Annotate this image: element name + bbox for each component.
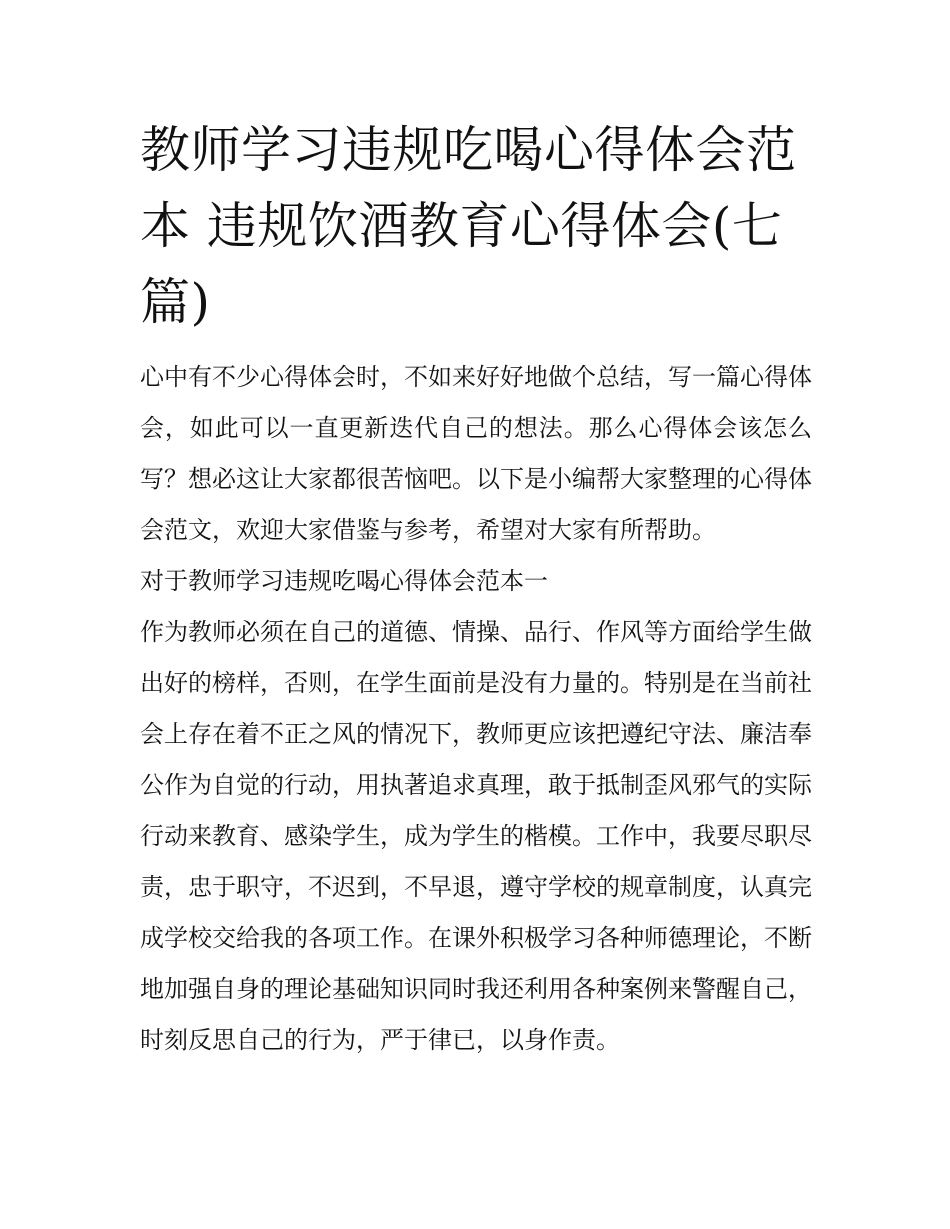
- body-paragraph: 作为教师必须在自己的道德、情操、品行、作风等方面给学生做出好的榜样，否则，在学生面前是没有力量的。特别是在当前社会上存在着不正之风的情况下，教师更应该把遵纪守法、廉洁奉公作为自觉的行动，用执著追求真理，敢于抵制歪风邪气的实际行动来教育、感染学生，成为学生的楷模。工作中，我要尽职尽责，忠于职守，不迟到，不早退，遵守学校的规章制度，认真完成学校交给我的各项工作。在课外积极学习各种师德理论，不断地加强自身的理论基础知识同时我还利用各种案例来警醒自己，时刻反思自己的行为，严于律已，以身作责。: [140, 618, 812, 1054]
- intro-paragraph: 心中有不少心得体会时，不如来好好地做个总结，写一篇心得体会，如此可以一直更新迭代自己的想法。那么心得体会该怎么写？想必这让大家都很苦恼吧。以下是小编帮大家整理的心得体会范文，欢迎大家借鉴与参考，希望对大家有所帮助。: [140, 363, 812, 544]
- document-body: [140, 352, 812, 1066]
- document-title: 教师学习违规吃喝心得体会范本 违规饮酒教育心得体会(七篇): [140, 121, 797, 331]
- section-heading: 对于教师学习违规吃喝心得体会范本一: [140, 567, 548, 595]
